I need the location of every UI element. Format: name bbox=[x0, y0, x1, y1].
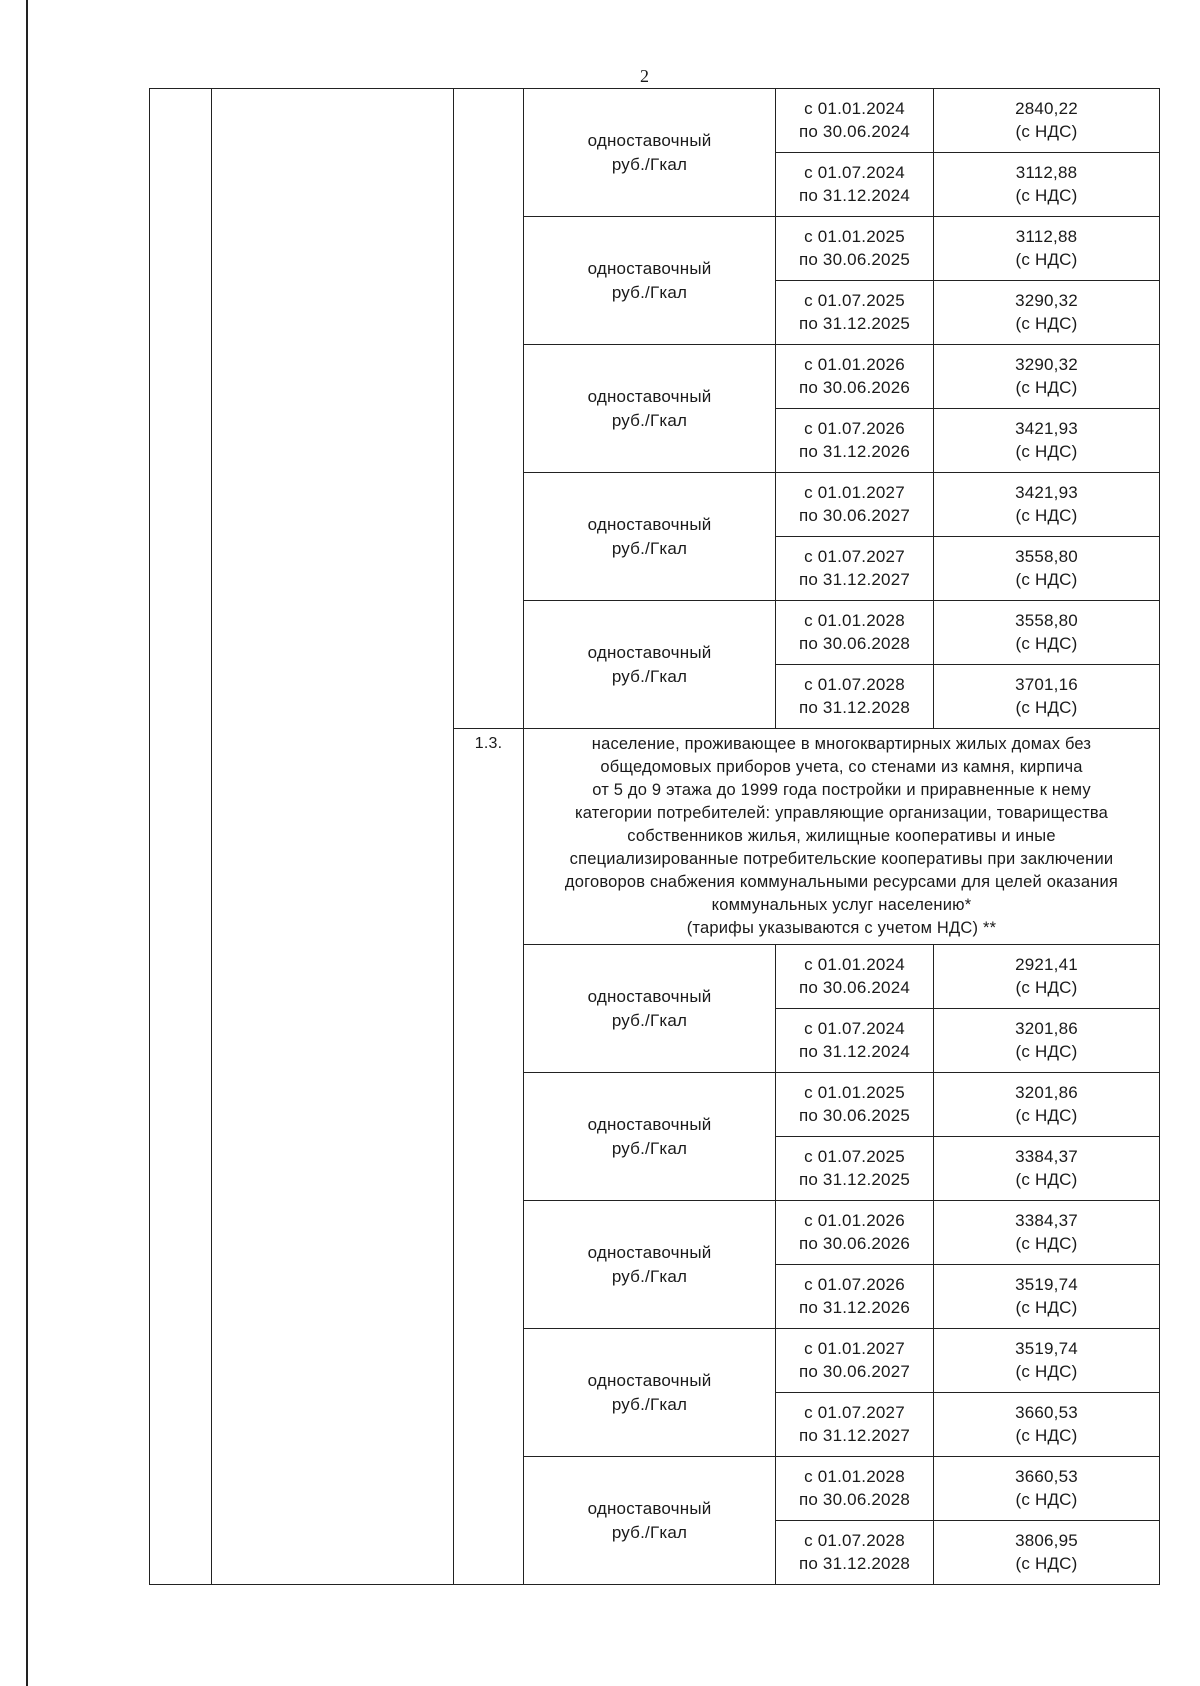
value-cell bbox=[934, 1201, 1160, 1265]
vat-note: (с НДС) bbox=[1015, 313, 1078, 333]
period-cell bbox=[776, 1521, 934, 1585]
tariff-table-body bbox=[150, 89, 1160, 1585]
tariff-value: 3519,74 bbox=[1015, 1338, 1078, 1358]
blank-column-1 bbox=[150, 89, 212, 1585]
period-from: с 01.01.2028 bbox=[804, 610, 905, 630]
period-cell bbox=[776, 1393, 934, 1457]
tariff-type-cell bbox=[524, 1457, 776, 1585]
value-cell bbox=[934, 153, 1160, 217]
period-to: по 31.12.2028 bbox=[798, 697, 911, 717]
value-cell bbox=[934, 345, 1160, 409]
period-to: по 31.12.2024 bbox=[798, 185, 911, 205]
period-to: по 30.06.2027 bbox=[798, 505, 911, 525]
scan-edge-line bbox=[26, 0, 28, 1686]
description-line: коммунальных услуг населению* bbox=[711, 896, 972, 914]
vat-note: (с НДС) bbox=[1015, 1425, 1078, 1445]
period-from: с 01.01.2025 bbox=[804, 226, 905, 246]
vat-note: (с НДС) bbox=[1015, 1361, 1078, 1381]
period-from: с 01.01.2024 bbox=[804, 954, 905, 974]
tariff-unit: руб./Гкал bbox=[611, 154, 688, 174]
description-line: от 5 до 9 этажа до 1999 года постройки и приравненные к нему bbox=[592, 781, 1091, 799]
tariff-value: 3290,32 bbox=[1015, 290, 1078, 310]
value-cell bbox=[934, 281, 1160, 345]
period-from: с 01.07.2024 bbox=[804, 1018, 905, 1038]
value-cell bbox=[934, 1073, 1160, 1137]
value-cell bbox=[934, 945, 1160, 1009]
value-cell bbox=[934, 473, 1160, 537]
tariff-unit: руб./Гкал bbox=[611, 1522, 688, 1542]
vat-note: (с НДС) bbox=[1015, 377, 1078, 397]
tariff-value: 3660,53 bbox=[1015, 1466, 1078, 1486]
tariff-type: одноставочный bbox=[587, 1242, 712, 1262]
period-cell bbox=[776, 409, 934, 473]
period-cell bbox=[776, 1265, 934, 1329]
period-cell bbox=[776, 153, 934, 217]
period-cell bbox=[776, 473, 934, 537]
period-from: с 01.01.2026 bbox=[804, 1210, 905, 1230]
tariff-unit: руб./Гкал bbox=[611, 1266, 688, 1286]
blank-number-cell bbox=[454, 89, 524, 729]
tariff-unit: руб./Гкал bbox=[611, 1394, 688, 1414]
tariff-unit: руб./Гкал bbox=[611, 282, 688, 302]
period-cell bbox=[776, 1457, 934, 1521]
vat-note: (с НДС) bbox=[1015, 1233, 1078, 1253]
description-line: специализированные потребительские кооперативы при заключении bbox=[569, 850, 1114, 868]
period-cell bbox=[776, 281, 934, 345]
tariff-type-cell bbox=[524, 1329, 776, 1457]
tariff-value: 3112,88 bbox=[1015, 226, 1078, 246]
description-line: категории потребителей: управляющие организации, товарищества bbox=[574, 804, 1109, 822]
tariff-type: одноставочный bbox=[587, 258, 712, 278]
section-number bbox=[454, 729, 524, 1585]
tariff-value: 3421,93 bbox=[1015, 482, 1078, 502]
vat-note: (с НДС) bbox=[1015, 569, 1078, 589]
period-from: с 01.07.2028 bbox=[804, 1530, 905, 1550]
tariff-unit: руб./Гкал bbox=[611, 1138, 688, 1158]
tariff-value: 3701,16 bbox=[1015, 674, 1078, 694]
vat-note: (с НДС) bbox=[1015, 1041, 1078, 1061]
period-from: с 01.07.2025 bbox=[804, 290, 905, 310]
period-from: с 01.01.2027 bbox=[804, 1338, 905, 1358]
period-to: по 31.12.2028 bbox=[798, 1553, 911, 1573]
tariff-value: 3384,37 bbox=[1015, 1146, 1078, 1166]
tariff-type: одноставочный bbox=[587, 642, 712, 662]
period-to: по 31.12.2025 bbox=[798, 1169, 911, 1189]
tariff-type: одноставочный bbox=[587, 130, 712, 150]
period-to: по 30.06.2027 bbox=[798, 1361, 911, 1381]
period-to: по 30.06.2025 bbox=[798, 1105, 911, 1125]
value-cell bbox=[934, 1137, 1160, 1201]
vat-note: (с НДС) bbox=[1015, 505, 1078, 525]
period-cell bbox=[776, 945, 934, 1009]
period-from: с 01.07.2028 bbox=[804, 674, 905, 694]
tariff-type: одноставочный bbox=[587, 1498, 712, 1518]
period-from: с 01.07.2027 bbox=[804, 546, 905, 566]
vat-note: (с НДС) bbox=[1015, 1489, 1078, 1509]
period-cell bbox=[776, 345, 934, 409]
period-to: по 30.06.2024 bbox=[798, 121, 911, 141]
tariff-value: 3806,95 bbox=[1015, 1530, 1078, 1550]
description-line: население, проживающее в многоквартирных жилых домах без bbox=[591, 735, 1092, 753]
tariff-type: одноставочный bbox=[587, 514, 712, 534]
value-cell bbox=[934, 1329, 1160, 1393]
description-line: договоров снабжения коммунальными ресурсами для целей оказания bbox=[564, 873, 1119, 891]
vat-note: (с НДС) bbox=[1015, 977, 1078, 997]
tariff-value: 2921,41 bbox=[1015, 954, 1078, 974]
value-cell bbox=[934, 1393, 1160, 1457]
description-line: общедомовых приборов учета, со стенами из камня, кирпича bbox=[600, 758, 1083, 776]
tariff-value: 3558,80 bbox=[1015, 610, 1078, 630]
period-cell bbox=[776, 1073, 934, 1137]
tariff-type-cell bbox=[524, 89, 776, 217]
period-cell bbox=[776, 89, 934, 153]
period-cell bbox=[776, 217, 934, 281]
period-from: с 01.01.2027 bbox=[804, 482, 905, 502]
value-cell bbox=[934, 1265, 1160, 1329]
period-from: с 01.07.2026 bbox=[804, 418, 905, 438]
tariff-type: одноставочный bbox=[587, 386, 712, 406]
vat-note: (с НДС) bbox=[1015, 1105, 1078, 1125]
period-to: по 31.12.2027 bbox=[798, 1425, 911, 1445]
vat-note: (с НДС) bbox=[1015, 441, 1078, 461]
vat-note: (с НДС) bbox=[1015, 249, 1078, 269]
period-cell bbox=[776, 601, 934, 665]
page-number: 2 bbox=[640, 66, 649, 86]
period-from: с 01.07.2027 bbox=[804, 1402, 905, 1422]
tariff-type-cell bbox=[524, 1201, 776, 1329]
period-to: по 30.06.2024 bbox=[798, 977, 911, 997]
tariff-type: одноставочный bbox=[587, 1370, 712, 1390]
tariff-table bbox=[149, 88, 1160, 1585]
period-to: по 30.06.2026 bbox=[798, 1233, 911, 1253]
period-cell bbox=[776, 537, 934, 601]
period-from: с 01.07.2026 bbox=[804, 1274, 905, 1294]
tariff-type: одноставочный bbox=[587, 986, 712, 1006]
blank-column-2 bbox=[212, 89, 454, 1585]
value-cell bbox=[934, 1009, 1160, 1073]
tariff-value: 3519,74 bbox=[1015, 1274, 1078, 1294]
vat-note: (с НДС) bbox=[1015, 697, 1078, 717]
tariff-value: 3201,86 bbox=[1015, 1082, 1078, 1102]
tariff-unit: руб./Гкал bbox=[611, 1010, 688, 1030]
period-to: по 31.12.2024 bbox=[798, 1041, 911, 1061]
period-to: по 30.06.2026 bbox=[798, 377, 911, 397]
value-cell bbox=[934, 89, 1160, 153]
period-from: с 01.01.2028 bbox=[804, 1466, 905, 1486]
period-from: с 01.01.2024 bbox=[804, 98, 905, 118]
period-cell bbox=[776, 1009, 934, 1073]
tariff-type-cell bbox=[524, 601, 776, 729]
tariff-value: 3660,53 bbox=[1015, 1402, 1078, 1422]
tariff-value: 3558,80 bbox=[1015, 546, 1078, 566]
tariff-value: 3421,93 bbox=[1015, 418, 1078, 438]
value-cell bbox=[934, 601, 1160, 665]
period-cell bbox=[776, 1329, 934, 1393]
period-from: с 01.07.2024 bbox=[804, 162, 905, 182]
tariff-value: 3290,32 bbox=[1015, 354, 1078, 374]
value-cell bbox=[934, 537, 1160, 601]
vat-note: (с НДС) bbox=[1015, 633, 1078, 653]
vat-note: (с НДС) bbox=[1015, 1553, 1078, 1573]
period-cell bbox=[776, 1137, 934, 1201]
tariff-type-cell bbox=[524, 473, 776, 601]
period-cell bbox=[776, 665, 934, 729]
period-from: с 01.01.2026 bbox=[804, 354, 905, 374]
value-cell bbox=[934, 1457, 1160, 1521]
value-cell bbox=[934, 217, 1160, 281]
value-cell bbox=[934, 409, 1160, 473]
period-cell bbox=[776, 1201, 934, 1265]
tariff-unit: руб./Гкал bbox=[611, 666, 688, 686]
tariff-type-cell bbox=[524, 345, 776, 473]
section-number-text: 1.3. bbox=[474, 735, 503, 752]
description-line: (тарифы указываются с учетом НДС) ** bbox=[686, 919, 997, 937]
period-to: по 31.12.2026 bbox=[798, 441, 911, 461]
vat-note: (с НДС) bbox=[1015, 185, 1078, 205]
period-to: по 30.06.2028 bbox=[798, 633, 911, 653]
period-from: с 01.07.2025 bbox=[804, 1146, 905, 1166]
vat-note: (с НДС) bbox=[1015, 121, 1078, 141]
period-to: по 31.12.2027 bbox=[798, 569, 911, 589]
tariff-value: 3201,86 bbox=[1015, 1018, 1078, 1038]
period-from: с 01.01.2025 bbox=[804, 1082, 905, 1102]
tariff-unit: руб./Гкал bbox=[611, 538, 688, 558]
period-to: по 30.06.2028 bbox=[798, 1489, 911, 1509]
tariff-type-cell bbox=[524, 217, 776, 345]
tariff-type-cell bbox=[524, 945, 776, 1073]
tariff-value: 3112,88 bbox=[1015, 162, 1078, 182]
tariff-type: одноставочный bbox=[587, 1114, 712, 1134]
vat-note: (с НДС) bbox=[1015, 1297, 1078, 1317]
description-line: собственников жилья, жилищные кооперативы и иные bbox=[627, 827, 1056, 845]
value-cell bbox=[934, 1521, 1160, 1585]
period-to: по 31.12.2026 bbox=[798, 1297, 911, 1317]
table-row bbox=[150, 89, 1160, 153]
vat-note: (с НДС) bbox=[1015, 1169, 1078, 1189]
tariff-unit: руб./Гкал bbox=[611, 410, 688, 430]
period-to: по 31.12.2025 bbox=[798, 313, 911, 333]
period-to: по 30.06.2025 bbox=[798, 249, 911, 269]
value-cell bbox=[934, 665, 1160, 729]
section-description bbox=[524, 729, 1160, 945]
tariff-value: 2840,22 bbox=[1015, 98, 1078, 118]
tariff-type-cell bbox=[524, 1073, 776, 1201]
tariff-value: 3384,37 bbox=[1015, 1210, 1078, 1230]
